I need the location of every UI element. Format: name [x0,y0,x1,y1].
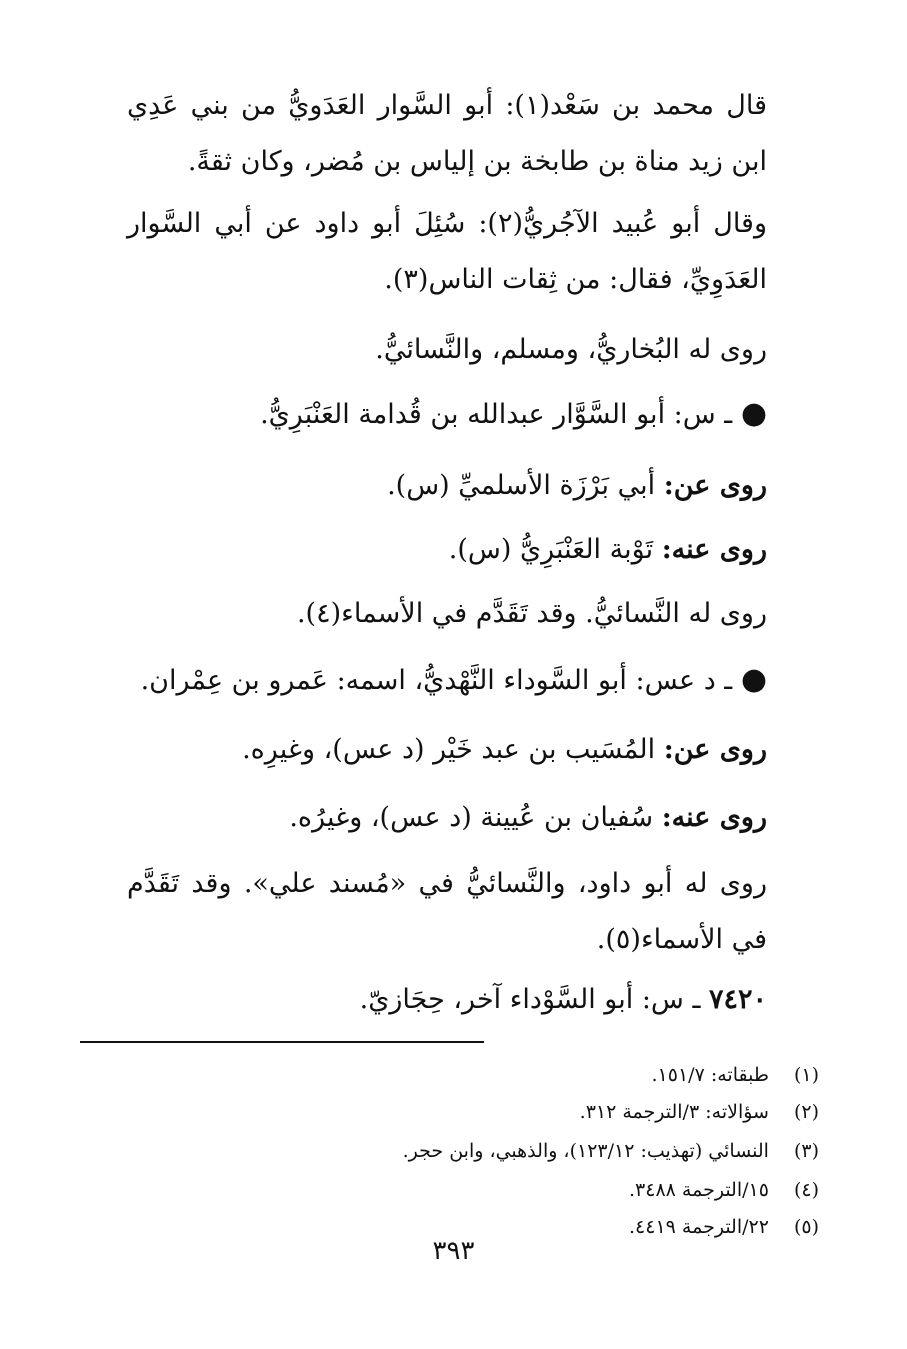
narrated-by-line-1: روى عنه: تَوْبة العَنْبَرِيُّ (س). [448,534,767,565]
footnote-number: (٥) [793,1216,819,1238]
paragraph-narrated-by-3: روى له أبو داود، والنَّسائيُّ في «مُسند علي». وقد تَقَدَّم في الأسماء(٥). [127,868,767,955]
footnote-1 [179,1062,819,1088]
footnote-3 [179,1138,819,1164]
narrated-from-label: روى عن: [663,470,767,501]
footnote-2 [179,1099,819,1125]
footnote-text: سؤالاته: ٣/الترجمة ٣١٢. [579,1101,769,1123]
bullet-icon: ● [740,396,767,431]
paragraph-narrated-by-1: روى له البُخاريُّ، ومسلم، والنَّسائيُّ. [375,334,767,365]
footnote-number: (٣) [793,1140,819,1162]
narrated-from-line-2: روى عن: المُسَيب بن عبد خَيْر (د عس)، وغيرِه. [242,734,767,765]
footnote-number: (١) [793,1064,819,1086]
entry-7420 [127,972,767,1028]
footnote-text: طبقاته: ١٥١/٧. [651,1064,769,1086]
paragraph-narrated-by-2: روى له النَّسائيُّ. وقد تَقَدَّم في الأسماء(٤). [296,598,767,629]
entry-heading: ـ د عس: أبو السَّوداء النَّهْديُّ، اسمه: عَمرو بن عِمْران. [140,665,733,696]
footnote-number: (٢) [793,1101,819,1123]
entry-abu-sawda-nahdi [87,652,767,709]
footnote-4 [179,1177,819,1203]
entry-heading: ـ س: أبو السَّوْداء آخر، حِجَازيّ. [359,984,701,1015]
footnote-text: النسائي (تهذيب: ١٢٣/١٢)، والذهبي، وابن حجر. [402,1140,769,1162]
footnote-number: (٤) [793,1179,819,1201]
narrated-by-line-2: روى عنه: سُفيان بن عُيينة (د عس)، وغيرُه. [289,802,767,833]
footnote-separator [80,1041,484,1043]
bullet-icon: ● [740,662,767,697]
narrated-from-label: روى عن: [663,734,767,765]
entry-abu-sawwar-anbari [127,386,767,443]
paragraph-ajurri: وقال أبو عُبيد الآجُريُّ(٢): سُئِلَ أبو داود عن أبي السَّوار العَدَوِيِّ، فقال: من ثِقات الناس(٣). [127,208,768,295]
entry-number: ٧٤٢٠ [708,984,767,1015]
narrated-from-line-1: روى عن: أبي بَرْزَة الأسلميِّ (س). [387,470,767,501]
narrated-by-label: روى عنه: [661,534,767,565]
footnote-text: ٢٢/الترجمة ٤٤١٩. [629,1216,769,1238]
paragraph-ibn-sad: قال محمد بن سَعْد(١): أبو السَّوار العَدَويُّ من بني عَدِي ابن زيد مناة بن طابخة بن إلياس بن مُضر، وكان ثقةً. [127,90,767,177]
footnote-text: ١٥/الترجمة ٣٤٨٨. [629,1179,769,1201]
narrated-by-label: روى عنه: [661,802,767,833]
entry-heading: ـ س: أبو السَّوَّار عبدالله بن قُدامة العَنْبَرِيُّ. [260,399,733,430]
page-number: ٣٩٣ [432,1236,475,1266]
